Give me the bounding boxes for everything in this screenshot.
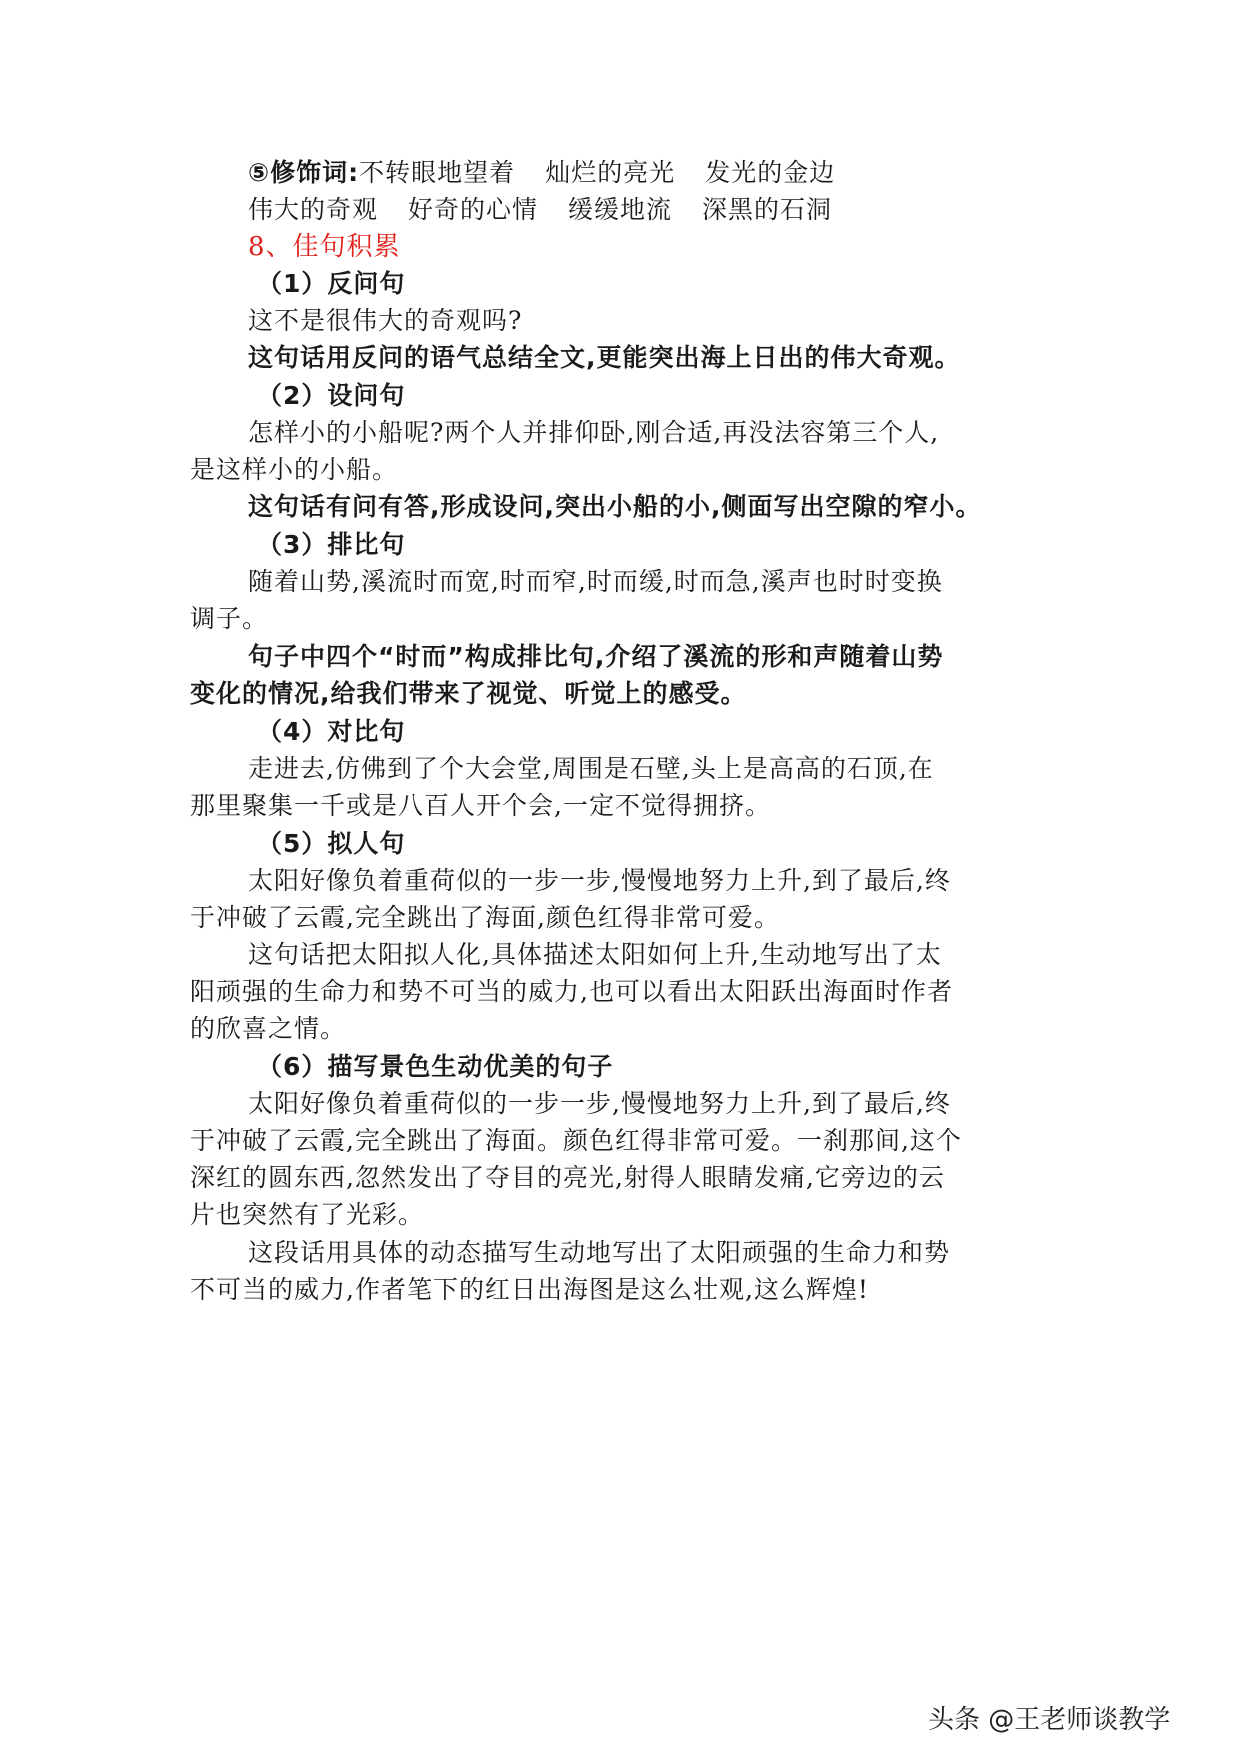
personification-analysis-line-2: 阳顽强的生命力和势不可当的威力,也可以看出太阳跃出海面时作者 bbox=[190, 977, 953, 1006]
scenery-analysis-line-2: 不可当的威力,作者笔下的红日出海图是这么壮观,这么辉煌! bbox=[190, 1275, 869, 1304]
modifiers-row-1 bbox=[248, 155, 835, 191]
parallel-analysis-line-1: 句子中四个“时而”构成排比句,介绍了溪流的形和声随着山势 bbox=[248, 642, 944, 671]
personification-example-line-2: 于冲破了云霞,完全跳出了海面,颜色红得非常可爱。 bbox=[190, 903, 780, 932]
modifier-phrase: 好奇的心情 bbox=[408, 195, 539, 224]
scenery-example-line-1: 太阳好像负着重荷似的一步一步,慢慢地努力上升,到了最后,终 bbox=[248, 1089, 951, 1118]
modifier-phrase: 灿烂的亮光 bbox=[545, 158, 676, 187]
scenery-example-line-3: 深红的圆东西,忽然发出了夺目的亮光,射得人眼睛发痛,它旁边的云 bbox=[190, 1163, 945, 1192]
modifier-phrase: 深黑的石洞 bbox=[702, 195, 833, 224]
rhetorical-example: 这不是很伟大的奇观吗? bbox=[248, 306, 523, 335]
parallel-example-line-1: 随着山势,溪流时而宽,时而窄,时而缓,时而急,溪声也时时变换 bbox=[248, 567, 943, 596]
scenery-example-line-4: 片也突然有了光彩。 bbox=[190, 1200, 425, 1229]
personification-analysis-line-3: 的欣喜之情。 bbox=[190, 1014, 347, 1043]
section-8-title: 8、佳句积累 bbox=[248, 232, 401, 262]
contrast-example-line-2: 那里聚集一千或是八百人开个会,一定不觉得拥挤。 bbox=[190, 791, 771, 820]
modifiers-row-2 bbox=[248, 192, 832, 228]
parallel-analysis-line-2: 变化的情况,给我们带来了视觉、听觉上的感受。 bbox=[190, 679, 747, 708]
contrast-example-line-1: 走进去,仿佛到了个大会堂,周围是石壁,头上是高高的石顶,在 bbox=[248, 754, 934, 783]
rhetorical-analysis: 这句话用反问的语气总结全文,更能突出海上日出的伟大奇观。 bbox=[248, 343, 961, 372]
modifier-phrase: 伟大的奇观 bbox=[248, 195, 379, 224]
personification-heading: （5）拟人句 bbox=[257, 829, 406, 858]
modifier-phrase: 发光的金边 bbox=[705, 158, 836, 187]
modifier-phrase: 缓缓地流 bbox=[568, 195, 673, 224]
question-example-line-2: 是这样小的小船。 bbox=[190, 455, 399, 484]
parallel-example-line-2: 调子。 bbox=[190, 604, 269, 633]
scenery-example-line-2: 于冲破了云霞,完全跳出了海面。颜色红得非常可爱。一刹那间,这个 bbox=[190, 1126, 962, 1155]
scenery-analysis-line-1: 这段话用具体的动态描写生动地写出了太阳顽强的生命力和势 bbox=[248, 1238, 951, 1267]
personification-example-line-1: 太阳好像负着重荷似的一步一步,慢慢地努力上升,到了最后,终 bbox=[248, 866, 951, 895]
modifier-phrase: 不转眼地望着 bbox=[359, 158, 516, 187]
modifiers-colon: : bbox=[348, 158, 360, 187]
source-watermark: 头条 @王老师谈教学 bbox=[928, 1705, 1171, 1735]
scenery-heading: （6）描写景色生动优美的句子 bbox=[257, 1052, 614, 1081]
question-example-line-1: 怎样小的小船呢?两个人并排仰卧,刚合适,再没法容第三个人, bbox=[248, 418, 940, 447]
rhetorical-heading: （1）反问句 bbox=[257, 269, 406, 298]
personification-analysis-line-1: 这句话把太阳拟人化,具体描述太阳如何上升,生动地写出了太 bbox=[248, 940, 942, 969]
modifiers-label: ⑤修饰词 bbox=[248, 158, 349, 187]
contrast-heading: （4）对比句 bbox=[257, 717, 406, 746]
question-analysis: 这句话有问有答,形成设问,突出小船的小,侧面写出空隙的窄小。 bbox=[248, 492, 982, 521]
question-heading: （2）设问句 bbox=[257, 381, 406, 410]
parallel-heading: （3）排比句 bbox=[257, 530, 406, 559]
